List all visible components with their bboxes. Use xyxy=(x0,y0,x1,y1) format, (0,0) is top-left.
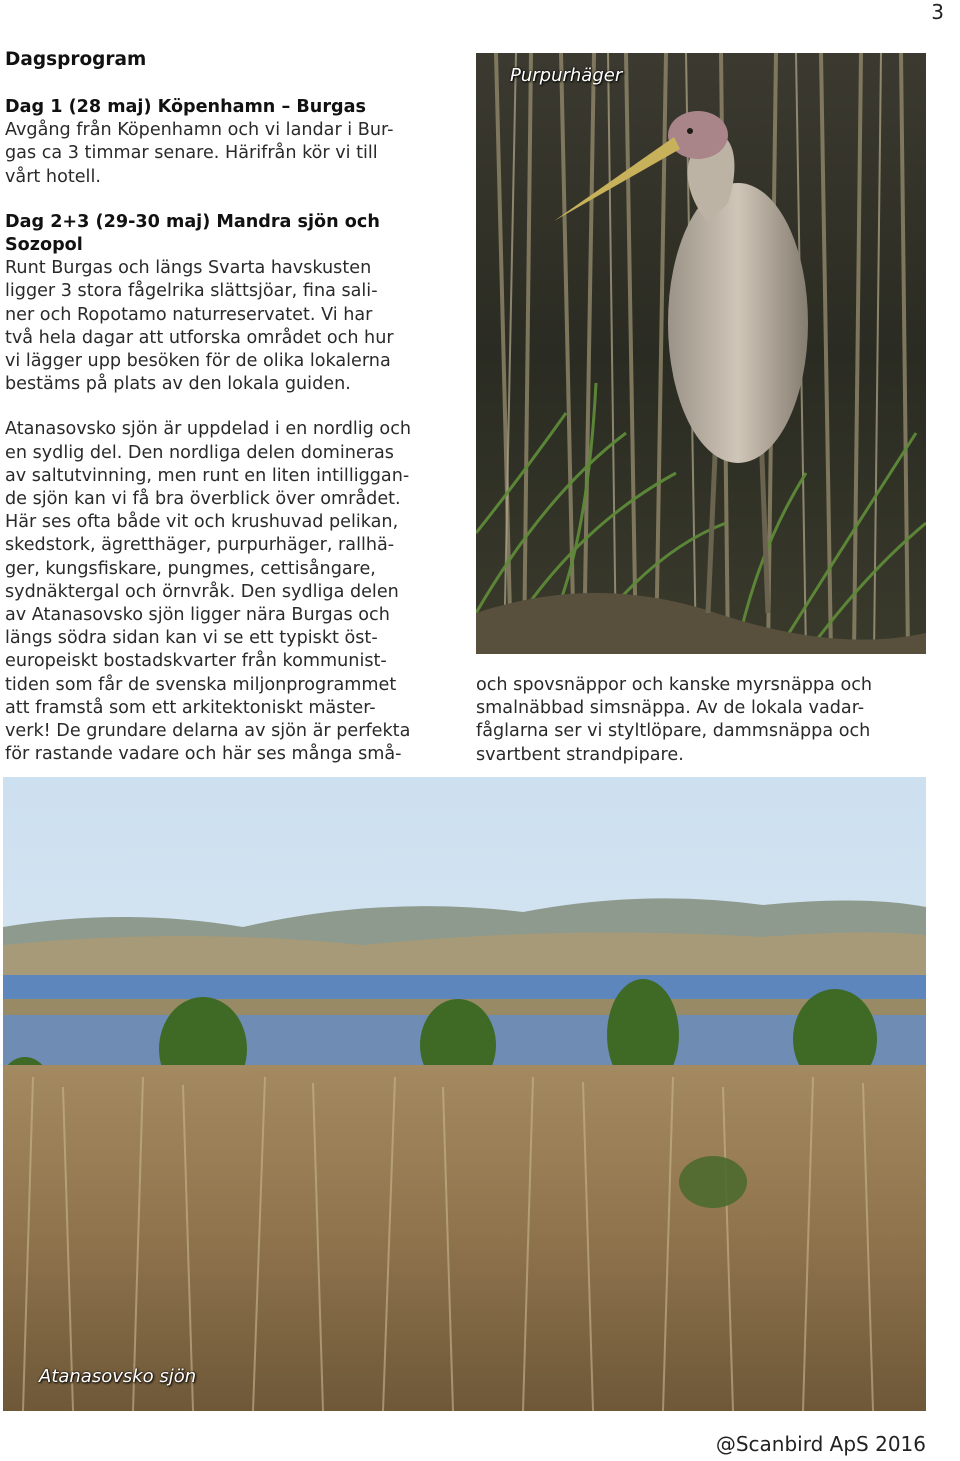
lake-illustration xyxy=(3,777,926,1411)
day23-line: ligger 3 stora fågelrika slättsjöar, fina sali- xyxy=(5,281,378,302)
lake-caption: Atanasovsko sjön xyxy=(39,1366,197,1387)
atanasovsko-line: de sjön kan vi få bra överblick över området. xyxy=(5,489,401,510)
heron-photo xyxy=(476,53,926,654)
atanasovsko-line: ger, kungsfiskare, pungmes, cettisångare, xyxy=(5,558,376,579)
day23-line: ner och Ropotamo naturreservatet. Vi har xyxy=(5,304,373,325)
right-text-column xyxy=(476,674,926,767)
atanasovsko-line: för rastande vadare och här ses många små- xyxy=(5,744,402,765)
day23-line: vi lägger upp besöken för de olika lokalerna xyxy=(5,351,391,372)
lake-photo xyxy=(3,777,926,1411)
atanasovsko-section xyxy=(5,418,463,766)
atanasovsko-line: Här ses ofta både vit och krushuvad pelikan, xyxy=(5,512,399,533)
right-line: svartbent strandpipare. xyxy=(476,744,684,765)
atanasovsko-line: en sydlig del. Den nordliga delen domineras xyxy=(5,442,394,463)
day23-section xyxy=(5,211,463,397)
day1-line: gas ca 3 timmar senare. Härifrån kör vi till xyxy=(5,143,378,164)
right-line: fåglarna ser vi styltlöpare, dammsnäppa och xyxy=(476,721,871,742)
main-text-column xyxy=(5,48,463,766)
atanasovsko-line: Atanasovsko sjön är uppdelad i en nordlig och xyxy=(5,419,412,440)
right-line: smalnäbbad simsnäppa. Av de lokala vadar- xyxy=(476,698,865,719)
atanasovsko-line: längs södra sidan kan vi se ett typiskt öst- xyxy=(5,628,378,649)
day1-line: vårt hotell. xyxy=(5,166,101,187)
footer-copyright: @Scanbird ApS 2016 xyxy=(715,1432,926,1456)
day1-section xyxy=(5,96,463,189)
atanasovsko-line: sydnäktergal och örnvråk. Den sydliga delen xyxy=(5,581,399,602)
atanasovsko-line: tiden som får de svenska miljonprogrammet xyxy=(5,674,397,695)
atanasovsko-line: av saltutvinning, men runt en liten intilliggan- xyxy=(5,465,410,486)
day23-title-line: Dag 2+3 (29-30 maj) Mandra sjön och xyxy=(5,211,380,232)
atanasovsko-line: av Atanasovsko sjön ligger nära Burgas och xyxy=(5,605,390,626)
heron-caption: Purpurhäger xyxy=(510,65,623,86)
page-number: 3 xyxy=(931,0,944,24)
day23-title-line: Sozopol xyxy=(5,235,83,256)
day23-line: bestäms på plats av den lokala guiden. xyxy=(5,374,351,395)
page-title: Dagsprogram xyxy=(5,49,147,70)
atanasovsko-line: verk! De grundare delarna av sjön är perfekta xyxy=(5,721,411,742)
right-line: och spovsnäppor och kanske myrsnäppa och xyxy=(476,675,873,695)
day1-title: Dag 1 (28 maj) Köpenhamn – Burgas xyxy=(5,97,366,117)
atanasovsko-line: europeiskt bostadskvarter från kommunist- xyxy=(5,651,387,672)
heron-illustration xyxy=(476,53,926,654)
atanasovsko-line: att framstå som ett arkitektoniskt mäster- xyxy=(5,697,376,718)
day1-line: Avgång från Köpenhamn och vi landar i Bur- xyxy=(5,120,394,141)
atanasovsko-line: skedstork, ägretthäger, purpurhäger, rallhä- xyxy=(5,535,395,556)
day23-line: två hela dagar att utforska området och hur xyxy=(5,327,394,348)
day23-line: Runt Burgas och längs Svarta havskusten xyxy=(5,258,372,279)
